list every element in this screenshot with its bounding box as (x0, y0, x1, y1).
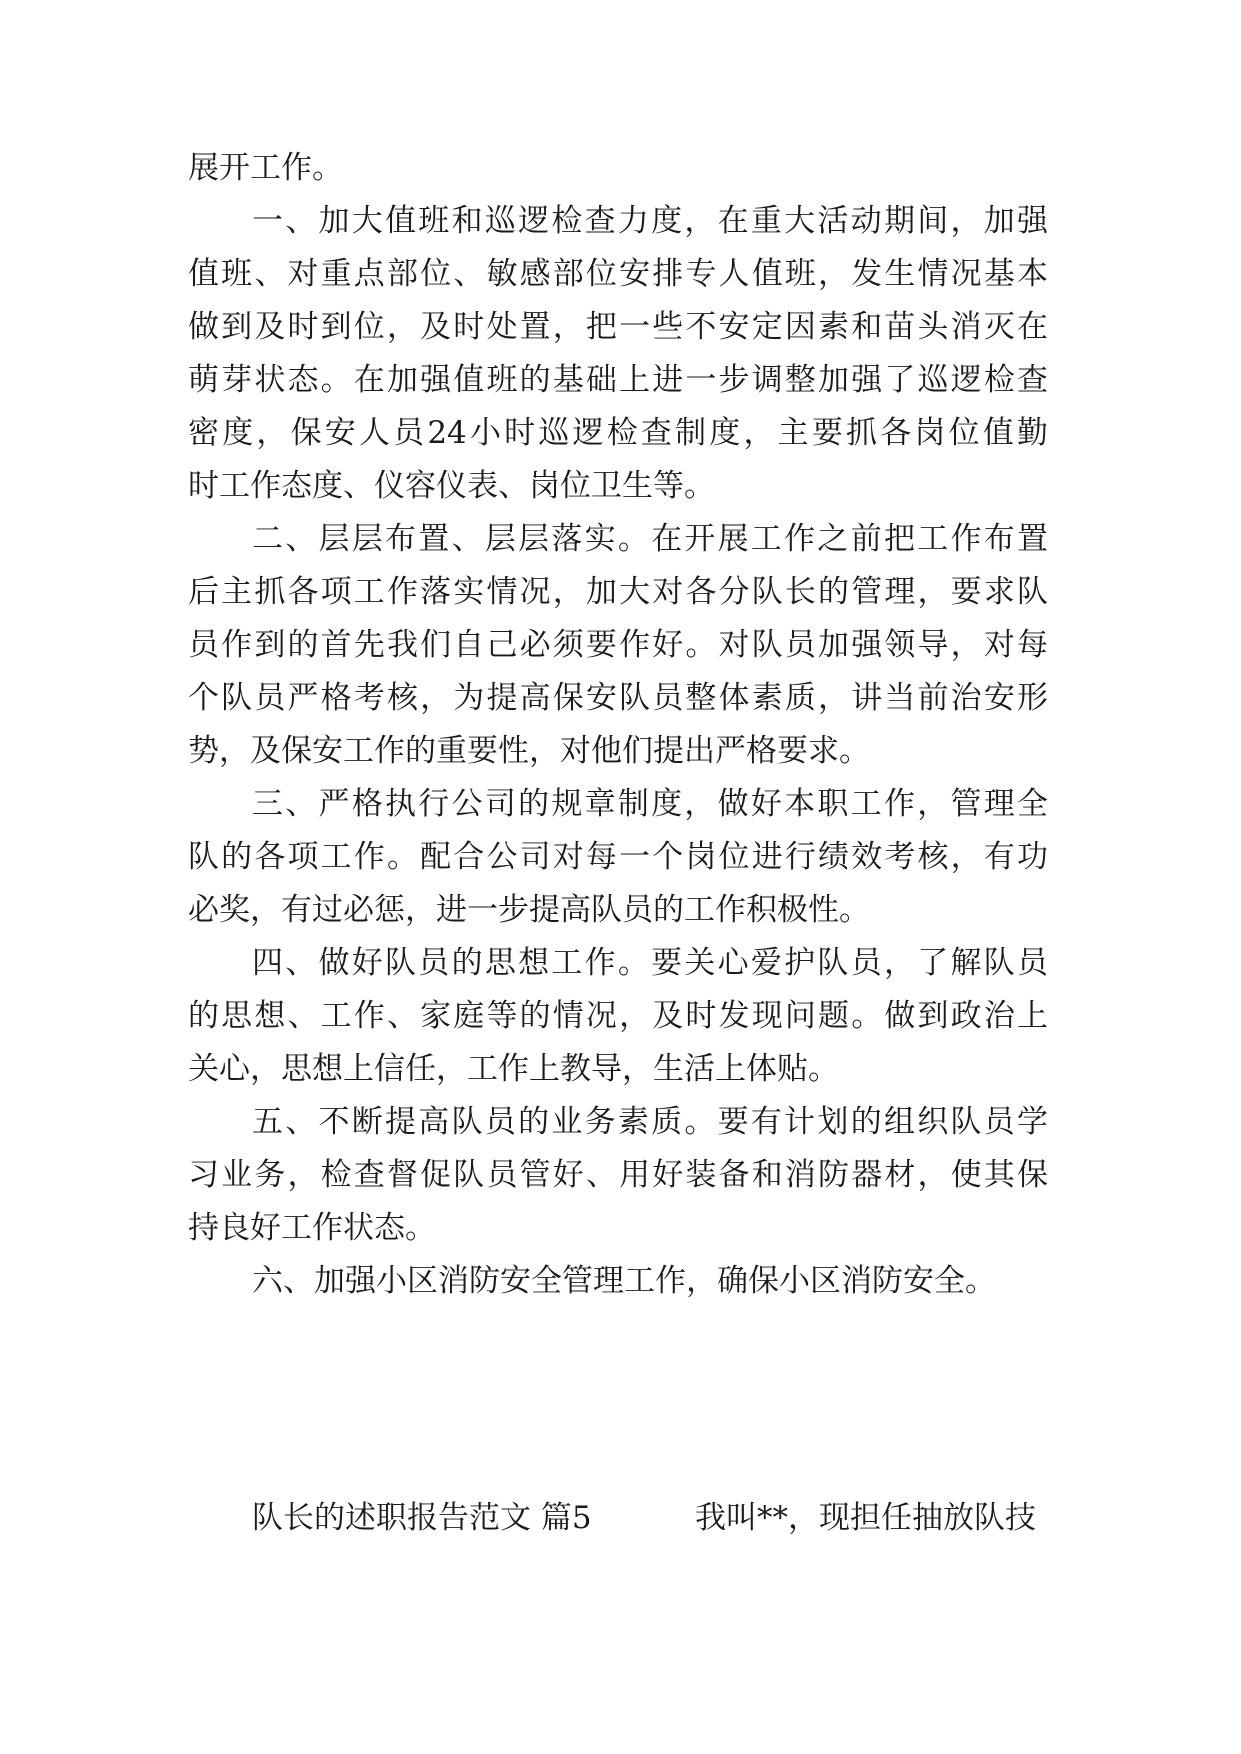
section-intro: 我叫**，现担任抽放队技 (695, 1500, 1036, 1536)
paragraph-line: 二、层层布置、层层落实。在开展工作之前把工作布置 (252, 521, 1048, 557)
section-title: 队长的述职报告范文 篇5 (252, 1500, 592, 1536)
paragraph-line: 时工作态度、仪容仪表、岗位卫生等。 (188, 468, 715, 504)
paragraph-line: 三、严格执行公司的规章制度，做好本职工作，管理全 (252, 786, 1048, 822)
paragraph-line: 员作到的首先我们自己必须要作好。对队员加强领导，对每 (188, 627, 1048, 663)
paragraph-line: 一、加大值班和巡逻检查力度，在重大活动期间，加强 (252, 203, 1048, 239)
paragraph-line: 五、不断提高队员的业务素质。要有计划的组织队员学 (252, 1104, 1048, 1140)
paragraph-line: 做到及时到位，及时处置，把一些不安定因素和苗头消灭在 (188, 309, 1048, 345)
paragraph-line: 展开工作。 (188, 150, 343, 186)
paragraph-line: 的思想、工作、家庭等的情况，及时发现问题。做到政治上 (188, 998, 1048, 1034)
paragraph-line: 关心，思想上信任，工作上教导，生活上体贴。 (188, 1051, 839, 1087)
section-heading-row (252, 1498, 1052, 1538)
paragraph-line: 萌芽状态。在加强值班的基础上进一步调整加强了巡逻检查 (188, 362, 1048, 398)
paragraph-line: 四、做好队员的思想工作。要关心爱护队员，了解队员 (252, 945, 1048, 981)
paragraph-line: 势，及保安工作的重要性，对他们提出严格要求。 (188, 733, 870, 769)
paragraph-line: 个队员严格考核，为提高保安队员整体素质，讲当前治安形 (188, 680, 1048, 716)
paragraph-line: 值班、对重点部位、敏感部位安排专人值班，发生情况基本 (188, 256, 1048, 292)
paragraph-line: 六、加强小区消防安全管理工作，确保小区消防安全。 (252, 1263, 996, 1299)
paragraph-line: 持良好工作状态。 (188, 1210, 436, 1246)
paragraph-line: 习业务，检查督促队员管好、用好装备和消防器材，使其保 (188, 1157, 1048, 1193)
paragraph-line: 密度，保安人员24小时巡逻检查制度，主要抓各岗位值勤 (188, 415, 1048, 451)
paragraph-line: 队的各项工作。配合公司对每一个岗位进行绩效考核，有功 (188, 839, 1048, 875)
paragraph-line: 必奖，有过必惩，进一步提高队员的工作积极性。 (188, 892, 870, 928)
paragraph-line: 后主抓各项工作落实情况，加大对各分队长的管理，要求队 (188, 574, 1048, 610)
